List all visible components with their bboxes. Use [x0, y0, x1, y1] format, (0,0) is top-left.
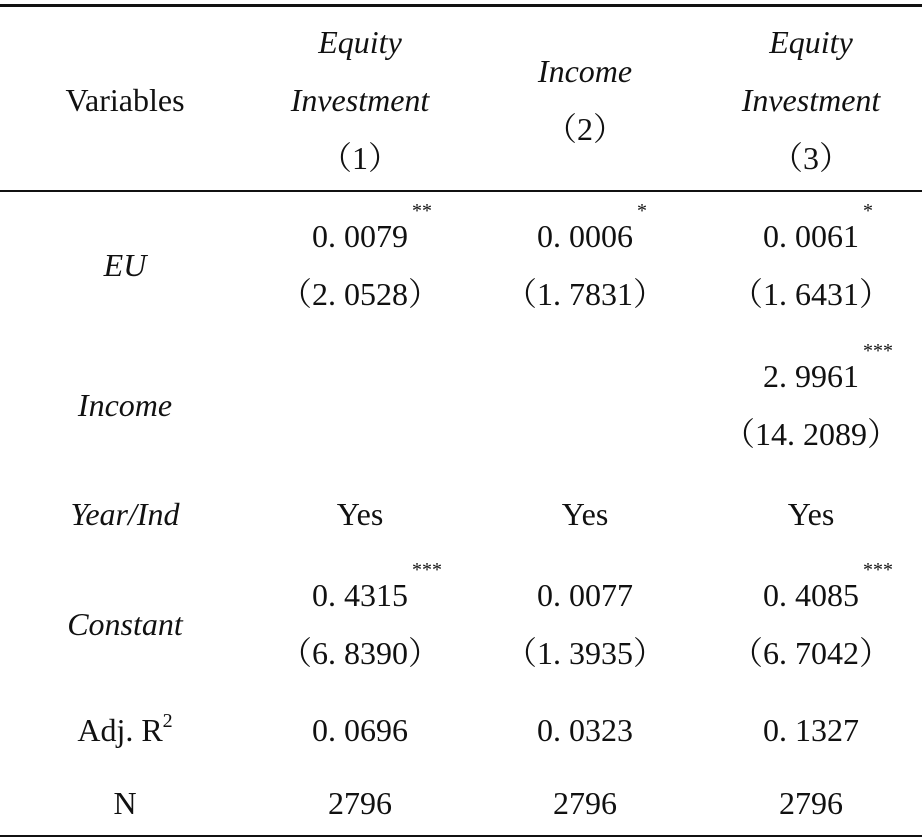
row-constant-c2 [470, 565, 700, 683]
row-n-c1 [250, 773, 470, 833]
row-eu-label [0, 206, 250, 324]
row-income-label [0, 346, 250, 464]
header-col2 [470, 12, 700, 188]
row-adjr2-c3 [700, 700, 922, 760]
row-n-label [0, 773, 250, 833]
header-rule [0, 190, 922, 192]
row-constant-c2-coef: 0. 0077 [537, 577, 633, 613]
row-n-c1-text: 2796 [328, 785, 392, 821]
row-eu-c3 [700, 200, 922, 324]
row-adjr2-label-text: Adj. R [77, 712, 163, 748]
row-n-c3 [700, 773, 922, 833]
row-constant-c3-stars: *** [863, 559, 893, 581]
row-adjr2-c2 [470, 700, 700, 760]
row-constant-c2-t: （1. 3935） [504, 635, 665, 671]
row-eu-c1-t: （2. 0528） [279, 276, 440, 312]
row-income-label-text: Income [77, 387, 173, 423]
header-col1-line2: Investment [290, 82, 430, 118]
row-adjr2-label [0, 700, 250, 760]
row-eu-c1-coef: 0. 0079 [312, 218, 408, 254]
row-constant-c1-t: （6. 8390） [279, 635, 440, 671]
row-eu-c2-coef: 0. 0006 [537, 218, 633, 254]
top-rule [0, 4, 922, 7]
row-yearind-label [0, 484, 250, 544]
row-constant-c1 [250, 559, 470, 683]
row-constant-c3-coef: 0. 4085 [763, 577, 859, 613]
row-income-c3 [700, 340, 922, 464]
row-adjr2-c3-text: 0. 1327 [763, 712, 859, 748]
row-income-c3-coef: 2. 9961 [763, 358, 859, 394]
row-eu-c3-t: （1. 6431） [730, 276, 891, 312]
row-constant-label-text: Constant [67, 606, 183, 642]
row-constant-c1-stars: *** [412, 559, 442, 581]
header-col2-num: （2） [544, 111, 625, 147]
row-constant-label [0, 565, 250, 683]
header-col3-line2: Investment [741, 82, 881, 118]
row-n-label-text: N [113, 785, 137, 821]
row-adjr2-c1 [250, 700, 470, 760]
row-n-c2-text: 2796 [553, 785, 617, 821]
header-variables [0, 12, 250, 188]
row-eu-c2-t: （1. 7831） [504, 276, 665, 312]
header-col1 [250, 12, 470, 188]
row-yearind-c1 [250, 484, 470, 544]
row-n-c3-text: 2796 [779, 785, 843, 821]
row-eu-c2 [470, 200, 700, 324]
bottom-rule [0, 835, 922, 837]
row-yearind-c1-text: Yes [336, 496, 384, 532]
row-eu-c3-stars: * [863, 200, 873, 222]
row-income-c3-stars: *** [863, 340, 893, 362]
header-col3-num: （3） [770, 140, 851, 176]
row-yearind-c2 [470, 484, 700, 544]
row-constant-c3-t: （6. 7042） [730, 635, 891, 671]
header-col3 [700, 12, 922, 188]
row-adjr2-c2-text: 0. 0323 [537, 712, 633, 748]
row-yearind-c3-text: Yes [787, 496, 835, 532]
row-adjr2-c1-text: 0. 0696 [312, 712, 408, 748]
header-col1-line1: Equity [318, 24, 402, 60]
row-yearind-label-text: Year/Ind [70, 496, 180, 532]
header-col1-num: （1） [319, 140, 400, 176]
row-eu-c3-coef: 0. 0061 [763, 218, 859, 254]
row-eu-label-text: EU [103, 247, 147, 283]
row-eu-c1 [250, 200, 470, 324]
header-col3-line1: Equity [769, 24, 853, 60]
row-constant-c3 [700, 559, 922, 683]
row-yearind-c2-text: Yes [561, 496, 609, 532]
header-variables-label: Variables [65, 82, 185, 118]
row-income-c3-t: （14. 2089） [722, 416, 899, 452]
row-constant-c1-coef: 0. 4315 [312, 577, 408, 613]
row-eu-c2-stars: * [637, 200, 647, 222]
row-adjr2-label-sup: 2 [162, 710, 173, 732]
row-yearind-c3 [700, 484, 922, 544]
row-n-c2 [470, 773, 700, 833]
header-col2-line1: Income [537, 53, 633, 89]
row-eu-c1-stars: ** [412, 200, 432, 222]
